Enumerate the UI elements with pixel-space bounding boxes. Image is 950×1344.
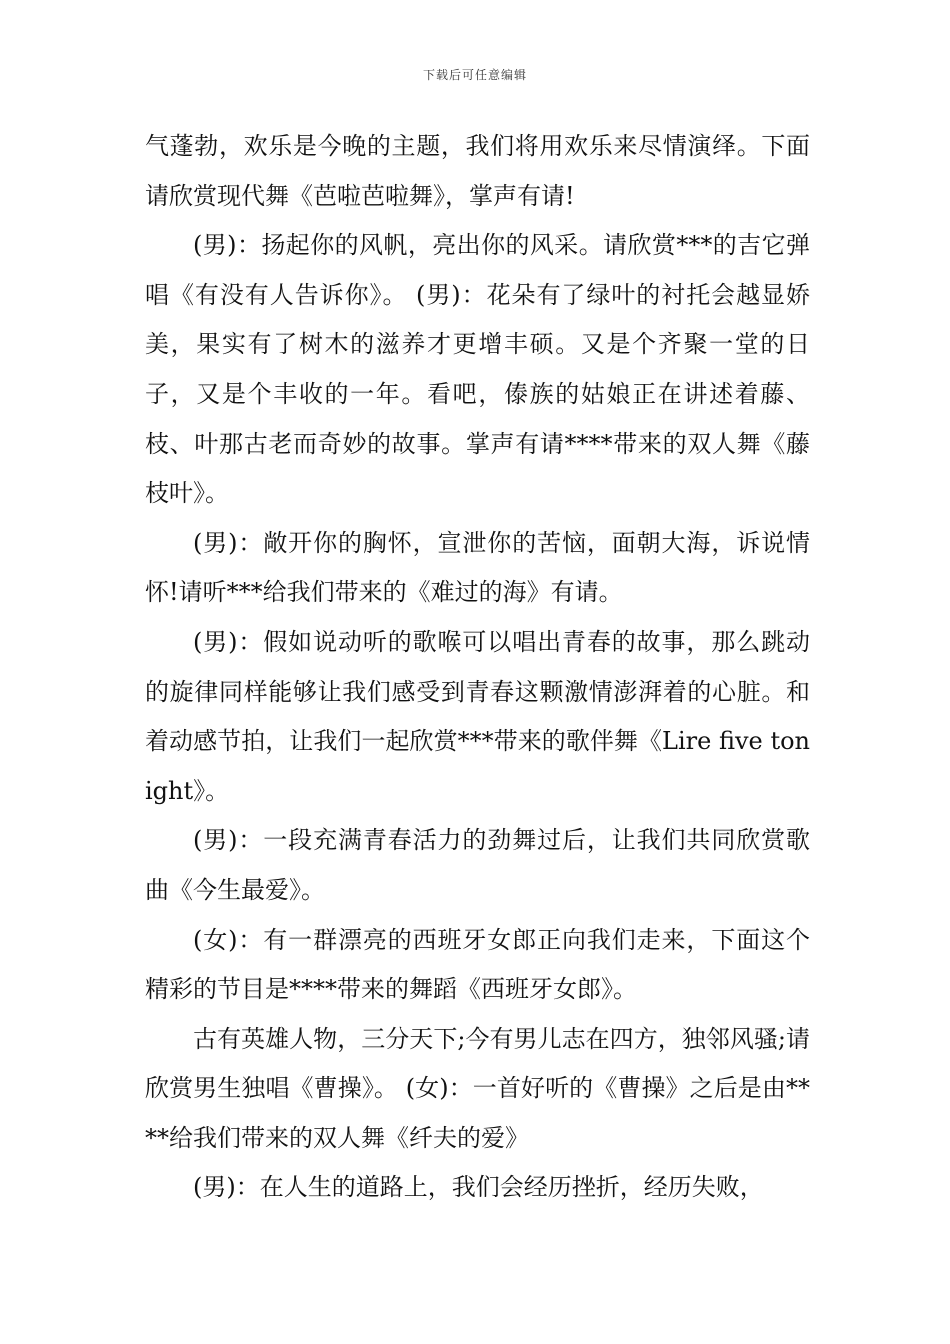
paragraph-6: (女)：有一群漂亮的西班牙女郎正向我们走来，下面这个精彩的节目是****带来的舞蹈《西班牙女郎》。 xyxy=(145,925,810,1004)
paragraph-1: 气蓬勃，欢乐是今晚的主题，我们将用欢乐来尽情演绎。下面请欣赏现代舞《芭啦芭啦舞》，掌声有请! xyxy=(145,132,810,210)
paragraph-5: (男)：一段充满青春活力的劲舞过后，让我们共同欣赏歌曲《今生最爱》。 xyxy=(145,826,810,904)
document-body xyxy=(145,122,810,1213)
paragraph-2: (男)：扬起你的风帆，亮出你的风采。请欣赏***的吉它弹唱《有没有人告诉你》。 (男)：花朵有了绿叶的衬托会越显娇美，果实有了树木的滋养才更增丰硕。又是个齐聚一堂的日子，又是个丰收的一年。看吧，傣族的姑娘正在讲述着藤、枝、叶那古老而奇妙的故事。掌声有请****带来的双人舞《藤枝叶》。 xyxy=(145,231,810,508)
paragraph-4: (男)：假如说动听的歌喉可以唱出青春的故事，那么跳动的旋律同样能够让我们感受到青春这颗激情澎湃着的心脏。和着动感节拍，让我们一起欣赏***带来的歌伴舞《Lire five tonight》。 xyxy=(145,627,810,805)
paragraph-7: 古有英雄人物，三分天下;今有男儿志在四方，独邻风骚;请欣赏男生独唱《曹操》。 (女)：一首好听的《曹操》之后是由****给我们带来的双人舞《纤夫的爱》 xyxy=(145,1024,810,1152)
paragraph-8: (男)：在人生的道路上，我们会经历挫折，经历失败， xyxy=(193,1173,764,1202)
page-header: 下载后可任意编辑 xyxy=(422,68,527,82)
paragraph-3: (男)：敞开你的胸怀，宣泄你的苦恼，面朝大海，诉说情怀!请听***给我们带来的《难过的海》有请。 xyxy=(145,528,810,607)
